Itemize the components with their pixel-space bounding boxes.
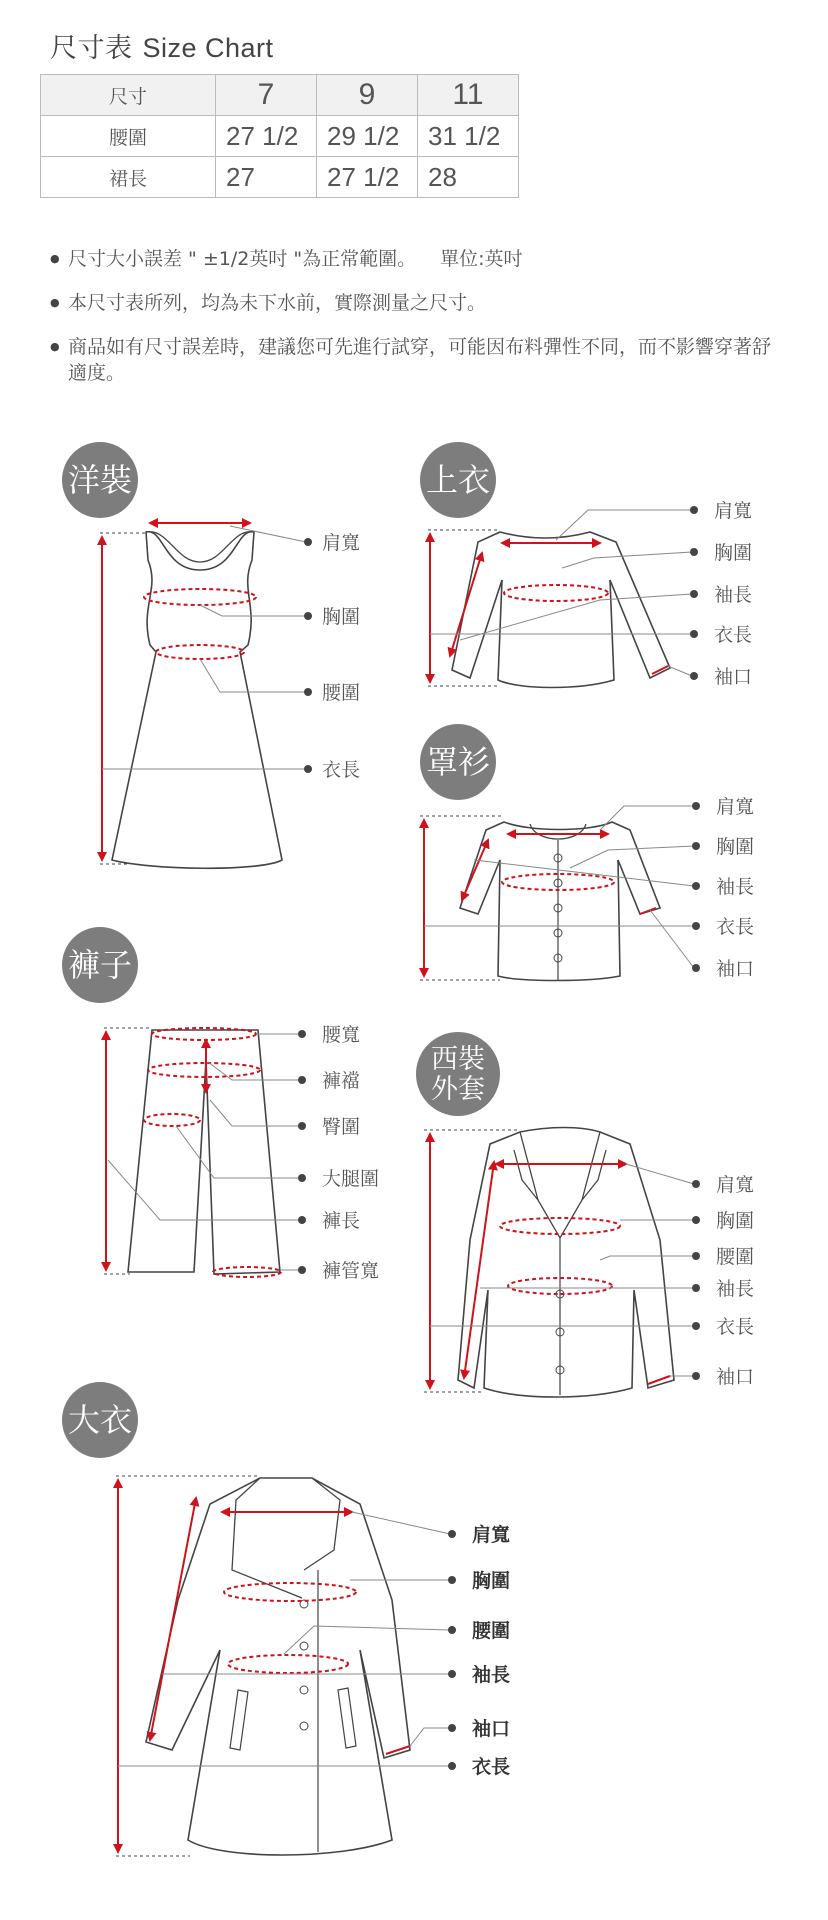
label-waist: 腰圍 — [716, 1246, 755, 1268]
coat-outline — [146, 1478, 410, 1855]
badge-label: 大衣 — [67, 1401, 133, 1439]
notes-list — [50, 246, 780, 404]
badge-label: 上衣 — [425, 461, 491, 499]
label-waist: 腰圍 — [472, 1620, 511, 1642]
label-chest: 胸圍 — [716, 836, 755, 858]
label-hem: 褲管寬 — [322, 1260, 380, 1282]
note-item — [50, 246, 780, 272]
label-chest: 胸圍 — [714, 542, 753, 564]
badge-blazer — [416, 1032, 500, 1116]
badge-label: 褲子 — [67, 946, 133, 984]
cardigan-figure — [420, 724, 754, 981]
cardigan-outline — [460, 822, 660, 981]
badge-label-line1: 西裝 — [431, 1044, 485, 1075]
blazer-outline — [458, 1128, 674, 1398]
note-item — [50, 290, 780, 316]
label-sleeve: 袖長 — [716, 876, 755, 898]
label-rise: 褲襠 — [322, 1070, 361, 1092]
label-length: 褲長 — [322, 1210, 361, 1232]
size-table — [40, 74, 519, 198]
note-text: 本尺寸表所列，均為未下水前，實際測量之尺寸。 — [68, 292, 487, 314]
badge-top — [420, 442, 496, 518]
label-hip: 臀圍 — [322, 1116, 361, 1138]
note-unit: 單位:英吋 — [440, 248, 523, 270]
page-title — [50, 26, 274, 65]
blazer-figure — [416, 1032, 754, 1397]
title-cn: 尺寸表 — [50, 33, 133, 64]
table-header-cell: 9 — [317, 75, 418, 116]
top-figure — [420, 442, 752, 688]
dress-figure — [62, 442, 360, 868]
table-cell: 31 1/2 — [418, 116, 519, 157]
label-waist: 腰寬 — [322, 1024, 361, 1046]
label-length: 衣長 — [472, 1756, 511, 1778]
label-cuff: 袖口 — [714, 666, 753, 688]
table-cell: 27 1/2 — [317, 157, 418, 198]
table-header-row — [41, 75, 519, 116]
badge-cardigan — [420, 724, 496, 800]
table-cell: 29 1/2 — [317, 116, 418, 157]
label-shoulder: 肩寬 — [716, 1174, 755, 1196]
badge-dress — [62, 442, 138, 518]
note-text: 商品如有尺寸誤差時，建議您可先進行試穿，可能因布料彈性不同，而不影響穿著舒適度。 — [68, 336, 772, 384]
note-text: 尺寸大小誤差 " ±1/2英吋 "為正常範圍。 — [68, 248, 417, 270]
table-header-cell: 11 — [418, 75, 519, 116]
pants-figure — [62, 927, 379, 1282]
label-sleeve: 袖長 — [716, 1278, 755, 1300]
table-row — [41, 157, 519, 198]
label-chest: 胸圍 — [322, 606, 361, 628]
table-cell: 27 — [216, 157, 317, 198]
dress-outline — [112, 532, 282, 869]
label-shoulder: 肩寬 — [716, 796, 755, 818]
label-length: 衣長 — [714, 624, 753, 646]
coat-figure — [62, 1382, 510, 1856]
label-length: 衣長 — [716, 916, 755, 938]
label-length: 衣長 — [716, 1316, 755, 1338]
label-cuff: 袖口 — [472, 1718, 511, 1740]
table-row — [41, 116, 519, 157]
label-sleeve: 袖長 — [714, 584, 753, 606]
note-item — [50, 334, 780, 386]
table-row-label: 腰圍 — [41, 116, 216, 157]
title-en: Size Chart — [142, 33, 274, 63]
label-shoulder: 肩寬 — [322, 532, 361, 554]
label-thigh: 大腿圍 — [322, 1168, 380, 1190]
table-cell: 27 1/2 — [216, 116, 317, 157]
table-header-cell: 尺寸 — [41, 75, 216, 116]
table-cell: 28 — [418, 157, 519, 198]
badge-coat — [62, 1382, 138, 1458]
label-waist: 腰圍 — [322, 682, 361, 704]
label-cuff: 袖口 — [716, 1366, 755, 1388]
label-length: 衣長 — [322, 759, 361, 781]
label-shoulder: 肩寬 — [714, 500, 753, 522]
measurement-figures — [0, 420, 828, 1910]
badge-label-line2: 外套 — [431, 1074, 485, 1105]
label-chest: 胸圍 — [716, 1210, 755, 1232]
pants-outline — [128, 1030, 280, 1274]
label-shoulder: 肩寬 — [472, 1524, 511, 1546]
label-chest: 胸圍 — [472, 1570, 511, 1592]
label-sleeve: 袖長 — [472, 1664, 511, 1686]
badge-label: 洋裝 — [67, 461, 133, 499]
table-row-label: 裙長 — [41, 157, 216, 198]
badge-label: 罩衫 — [425, 743, 491, 781]
label-cuff: 袖口 — [716, 958, 755, 980]
badge-pants — [62, 927, 138, 1003]
table-header-cell: 7 — [216, 75, 317, 116]
